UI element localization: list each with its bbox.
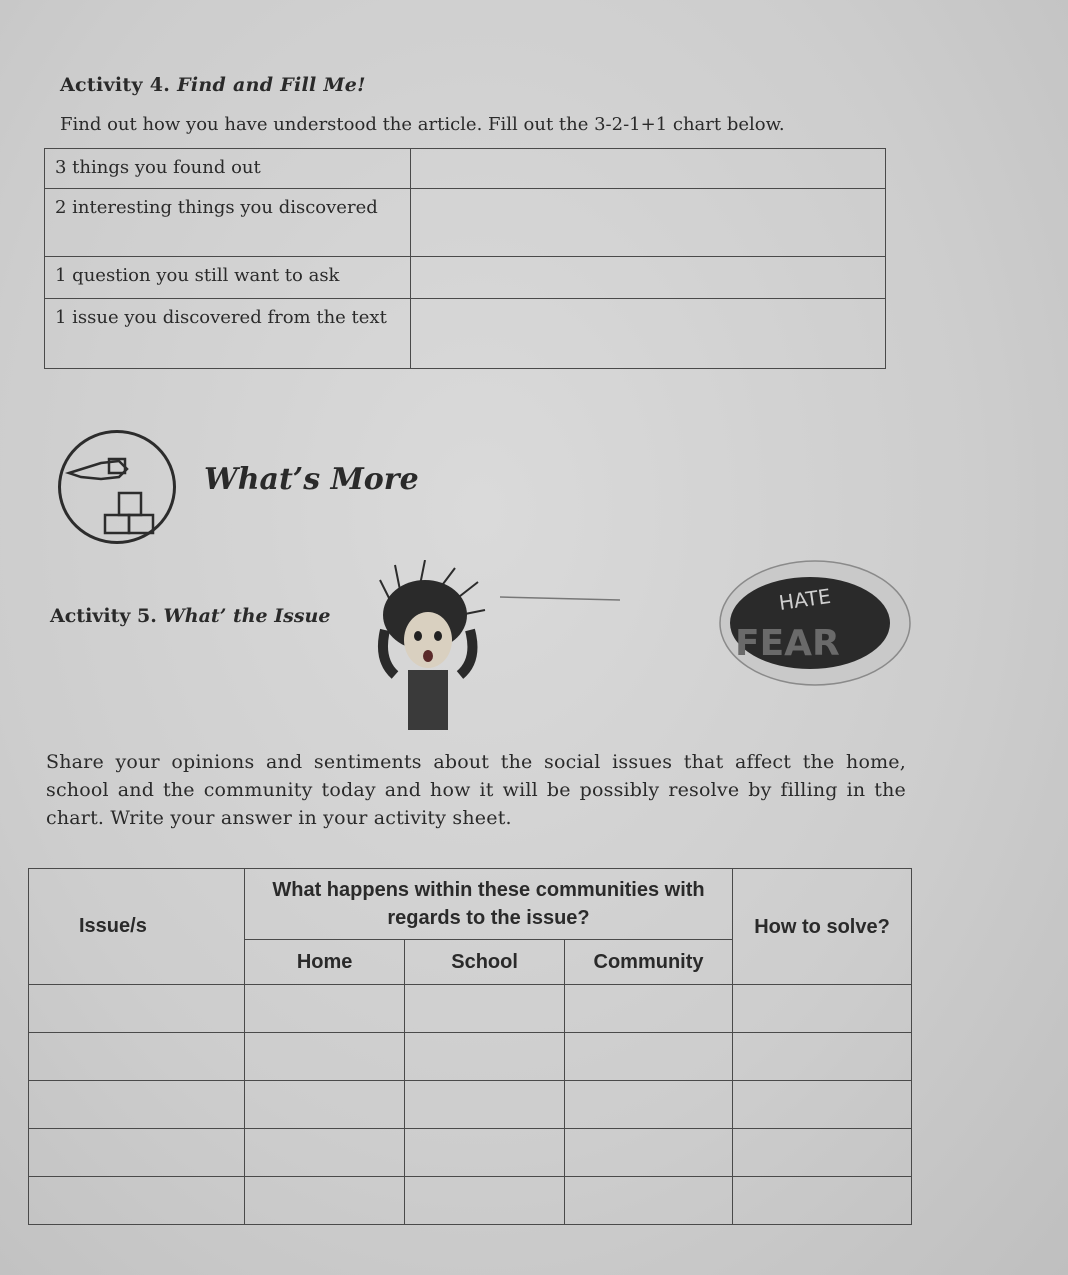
header-what-happens: What happens within these communities with regards to the issue? xyxy=(244,869,732,940)
issue-chart xyxy=(28,868,912,1225)
solution-cell[interactable] xyxy=(733,1177,912,1225)
activity4-number: Activity 4. xyxy=(60,74,171,96)
table-row xyxy=(29,1033,912,1081)
subheader-community: Community xyxy=(564,940,732,985)
answer-cell[interactable] xyxy=(411,149,886,189)
home-cell[interactable] xyxy=(244,1129,404,1177)
solution-cell[interactable] xyxy=(733,985,912,1033)
home-cell[interactable] xyxy=(244,1177,404,1225)
table-row xyxy=(29,1177,912,1225)
table-row xyxy=(45,257,886,299)
row-label: 2 interesting things you discovered xyxy=(45,189,411,257)
table-row xyxy=(29,1081,912,1129)
bubble-word-fear: FEAR xyxy=(735,623,840,664)
solution-cell[interactable] xyxy=(733,1081,912,1129)
answer-cell[interactable] xyxy=(411,189,886,257)
activity4-title xyxy=(60,74,366,96)
row-label: 1 question you still want to ask xyxy=(45,257,411,299)
community-cell[interactable] xyxy=(564,1177,732,1225)
issue-cell[interactable] xyxy=(29,1081,245,1129)
solution-cell[interactable] xyxy=(733,1129,912,1177)
community-cell[interactable] xyxy=(564,1129,732,1177)
school-cell[interactable] xyxy=(405,1177,565,1225)
home-cell[interactable] xyxy=(244,985,404,1033)
activity5-number: Activity 5. xyxy=(50,605,157,627)
header-how-to-solve: How to solve? xyxy=(733,869,912,985)
table-row xyxy=(29,1129,912,1177)
stressed-girl-illustration xyxy=(360,560,500,730)
issue-cell[interactable] xyxy=(29,1177,245,1225)
answer-cell[interactable] xyxy=(411,257,886,299)
home-cell[interactable] xyxy=(244,1081,404,1129)
thought-bubble xyxy=(480,555,920,695)
row-label: 3 things you found out xyxy=(45,149,411,189)
issue-cell[interactable] xyxy=(29,985,245,1033)
subheader-home: Home xyxy=(244,940,404,985)
table-row xyxy=(29,985,912,1033)
subheader-school: School xyxy=(405,940,565,985)
solution-cell[interactable] xyxy=(733,1033,912,1081)
school-cell[interactable] xyxy=(405,985,565,1033)
stacking-blocks-icon xyxy=(58,430,176,544)
activity5-title xyxy=(50,605,330,627)
issue-cell[interactable] xyxy=(29,1033,245,1081)
table-row xyxy=(45,149,886,189)
activity5-name: What’ the Issue xyxy=(163,605,331,627)
chart-3-2-1-1 xyxy=(44,148,886,369)
answer-cell[interactable] xyxy=(411,299,886,369)
activity5-instruction: Share your opinions and sentiments about the social issues that affect the home, school and the community today and how it will be possibly resolve by filling in the chart. Write your answer in your activity sheet. xyxy=(46,751,906,829)
header-issue: Issue/s xyxy=(29,869,245,985)
activity4-name: Find and Fill Me! xyxy=(177,74,366,96)
school-cell[interactable] xyxy=(405,1033,565,1081)
section-heading: What’s More xyxy=(204,462,419,497)
issue-cell[interactable] xyxy=(29,1129,245,1177)
table-row xyxy=(45,299,886,369)
row-label: 1 issue you discovered from the text xyxy=(45,299,411,369)
activity4-instruction: Find out how you have understood the article. Fill out the 3-2-1+1 chart below. xyxy=(60,114,785,135)
community-cell[interactable] xyxy=(564,1081,732,1129)
community-cell[interactable] xyxy=(564,1033,732,1081)
home-cell[interactable] xyxy=(244,1033,404,1081)
school-cell[interactable] xyxy=(405,1129,565,1177)
header-row xyxy=(29,869,912,940)
bubble-word-hate: HATE xyxy=(777,583,833,615)
table-row xyxy=(45,189,886,257)
school-cell[interactable] xyxy=(405,1081,565,1129)
community-cell[interactable] xyxy=(564,985,732,1033)
